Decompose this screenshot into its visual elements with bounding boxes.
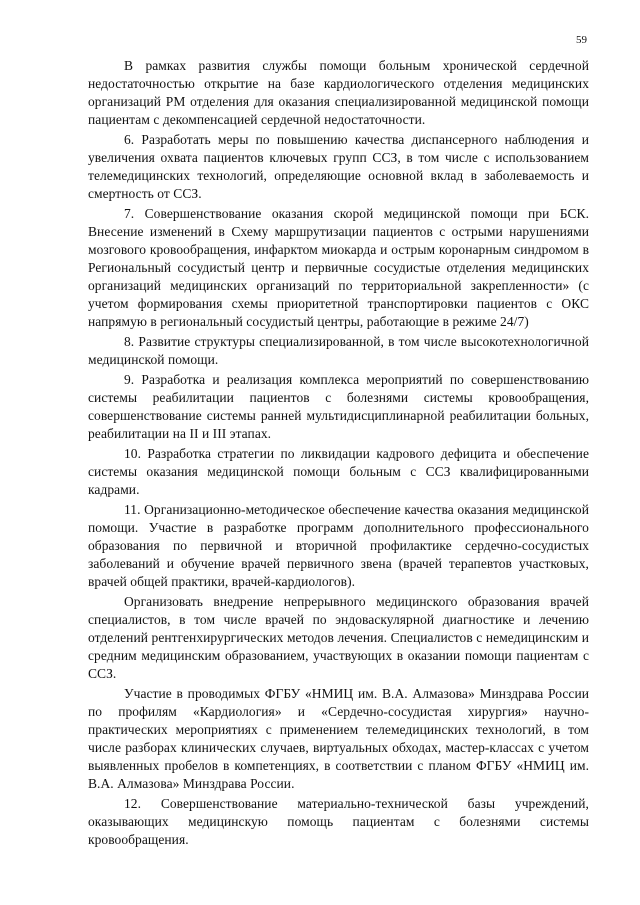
paragraph-item-12: 12. Совершенствование материально-технической базы учреждений, оказывающих медицинскую помощь пациентам с болезнями системы кровообращения. bbox=[88, 796, 589, 847]
paragraph-item-11: 11. Организационно-методическое обеспечение качества оказания медицинской помощи. Участие в разработке программ дополнительного профессионального образования по первичной и вторичной профилактике сердечно-сосудистых заболеваний и обучение врачей первичного звена (врачей терапевтов участковых, врачей общей практики, врачей-кардиологов). bbox=[88, 502, 589, 589]
document-body bbox=[88, 57, 589, 851]
paragraph-item-11-continued: Организовать внедрение непрерывного медицинского образования врачей специалистов, в том числе врачей по эндоваскулярной диагностике и лечению отделений рентгенхирургических методов лечения. Специалистов с немедицинским и средним медицинским образованием, участвующих в оказании помощи пациентам с ССЗ. bbox=[88, 594, 589, 681]
paragraph-item-11-participation: Участие в проводимых ФГБУ «НМИЦ им. В.А. Алмазова» Минздрава России по профилям «Кардиология» и «Сердечно-сосудистая хирургия» научно-практических мероприятиях с применением телемедицинских технологий, в том числе разборах клинических случаев, виртуальных обходах, мастер-классах с учетом выявленных пробелов в компетенциях, в соответствии с планом ФГБУ «НМИЦ им. В.А. Алмазова» Минздрава России. bbox=[88, 686, 589, 791]
paragraph-item-8: 8. Развитие структуры специализированной, в том числе высокотехнологичной медицинской помощи. bbox=[88, 334, 589, 367]
paragraph-item-6: 6. Разработать меры по повышению качества диспансерного наблюдения и увеличения охвата пациентов ключевых групп ССЗ, в том числе с использованием телемедицинских технологий, определяющие основной вклад в заболеваемость и смертность от ССЗ. bbox=[88, 132, 589, 201]
paragraph-item-9: 9. Разработка и реализация комплекса мероприятий по совершенствованию системы реабилитации пациентов с болезнями системы кровообращения, совершенствование системы ранней мультидисциплинарной реабилитации больных, реабилитации на II и III этапах. bbox=[88, 372, 589, 441]
paragraph-intro: В рамках развития службы помощи больным хронической сердечной недостаточностью открытие на базе кардиологического отделения медицинских организаций РМ отделения для оказания специализированной медицинской помощи пациентам с декомпенсацией сердечной недостаточности. bbox=[88, 58, 589, 127]
page-number: 59 bbox=[576, 34, 587, 46]
paragraph-item-7: 7. Совершенствование оказания скорой медицинской помощи при БСК. Внесение изменений в Схему маршрутизации пациентов с острыми нарушениями мозгового кровообращения, инфарктом миокарда и острым коронарным синдромом в Региональный сосудистый центр и первичные сосудистые отделения медицинских организаций медицинских организаций по территориальной закрепленности» (с учетом формирования схемы приоритетной транспортировки пациентов с ОКС напрямую в региональный сосудистый центры, работающие в режиме 24/7) bbox=[88, 206, 589, 329]
paragraph-item-10: 10. Разработка стратегии по ликвидации кадрового дефицита и обеспечение системы оказания медицинской помощи больным с ССЗ квалифицированными кадрами. bbox=[88, 446, 589, 497]
